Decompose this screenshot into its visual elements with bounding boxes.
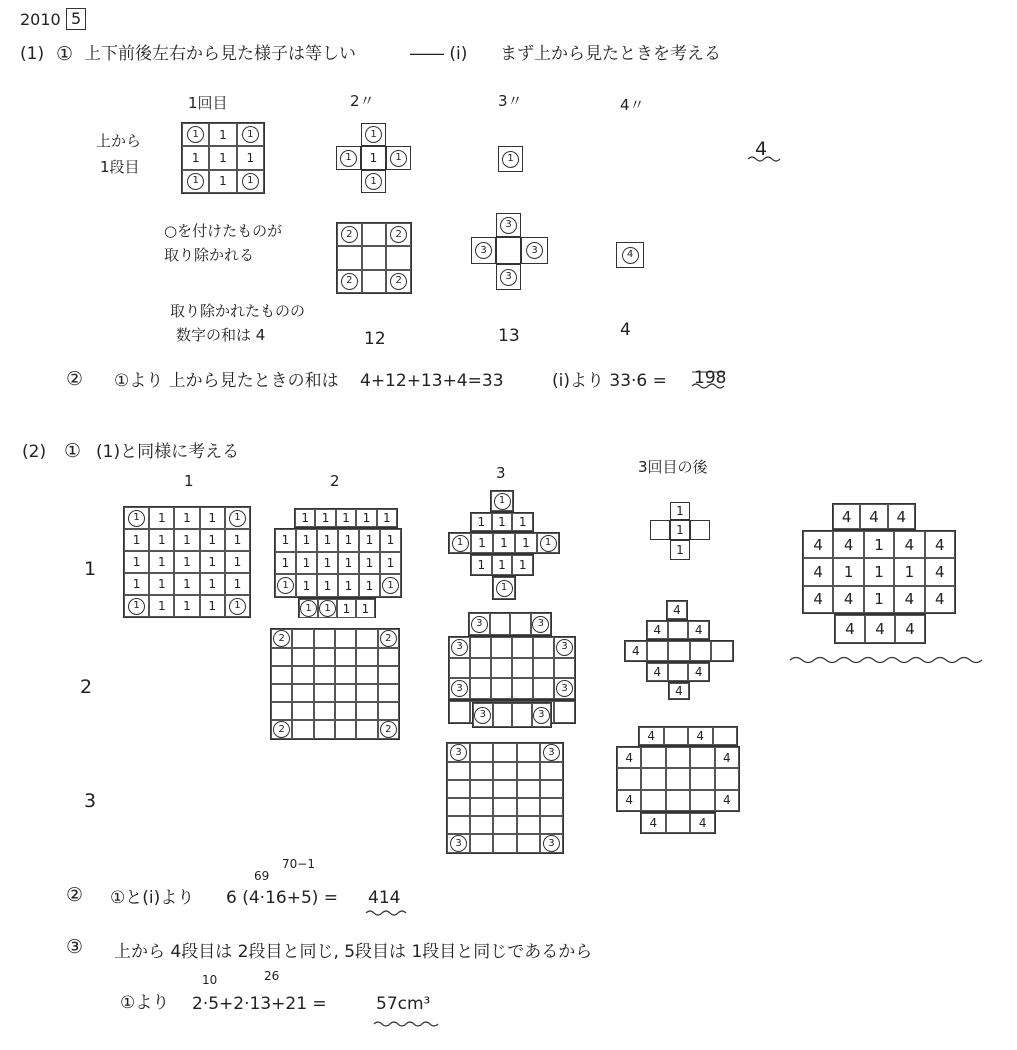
cell-1: 1 (149, 573, 174, 595)
circled-2: 2 (390, 226, 407, 243)
circled-1: 1 (540, 535, 557, 552)
cell-1: 1 (174, 529, 199, 551)
cell-1: 1 (317, 552, 338, 575)
side-answer: 4 (755, 138, 768, 160)
circled-1: 1 (300, 600, 317, 617)
plus-cell (471, 237, 496, 264)
plus-cell (521, 237, 548, 264)
q1-sub2-answer: 198 (694, 368, 727, 388)
col-head-2: 2〃 (350, 92, 375, 110)
plus-cell (496, 213, 521, 237)
row-label-1b: 1段目 (100, 158, 140, 176)
q1-label: (1) (20, 44, 45, 64)
cell-1: 1 (515, 533, 537, 553)
grid-p2-3-4-mid (616, 746, 740, 812)
grid-p2-2-3-foot (472, 702, 552, 728)
q2-sub3-text: 上から 4段目は 2段目と同じ, 5段目は 1段目と同じであるから (114, 942, 593, 962)
q1-sub2-text: ①より 上から見たときの和は (114, 371, 339, 391)
p2-col-head-4: 3回目の後 (638, 458, 708, 476)
sum-3: 13 (498, 326, 520, 346)
cell-1: 1 (200, 595, 225, 617)
cell-1: 1 (492, 555, 513, 575)
circled-2: 2 (273, 721, 290, 738)
cell-1: 1 (471, 555, 492, 575)
grid-p2-1-1 (123, 506, 251, 618)
cell-4: 4 (925, 586, 955, 613)
cell-1: 1 (833, 558, 863, 585)
cell-4: 4 (803, 586, 833, 613)
cell-4: 4 (647, 621, 668, 639)
cell-4: 4 (833, 531, 863, 558)
cell-4: 4 (690, 813, 715, 833)
row-label-3b: 数字の和は 4 (176, 326, 266, 344)
cell-1: 1 (237, 146, 264, 169)
cell-1: 1 (493, 533, 515, 553)
cell-1: 1 (337, 599, 356, 618)
cell-1: 1 (275, 529, 296, 552)
cell-1: 1 (356, 509, 376, 527)
plus-cell: 1 (361, 146, 386, 170)
circled-1: 1 (128, 598, 145, 615)
grid-p2-1-2-mid (274, 528, 402, 598)
p2-row-label-3: 3 (84, 790, 97, 812)
circled-3: 3 (474, 707, 491, 724)
grid-p2-2-4 (668, 682, 690, 700)
cell-1: 1 (380, 529, 401, 552)
cell-1: 1 (149, 507, 174, 529)
circled-2: 2 (273, 630, 290, 647)
cell-1: 1 (124, 551, 149, 573)
cell-4: 4 (803, 531, 833, 558)
grid-final-top (832, 503, 916, 530)
circled-1: 1 (242, 173, 259, 190)
q1-sub2-calc: 4+12+13+4=33 (360, 371, 504, 391)
cell-1: 1 (174, 507, 199, 529)
circled-1: 1 (365, 126, 382, 143)
cell-1: 1 (336, 509, 356, 527)
q1-sub1-dash: ―― (i) (410, 44, 468, 64)
row-label-1a: 上から (96, 132, 142, 150)
circled-3: 3 (471, 616, 488, 633)
single-cell (616, 242, 644, 268)
cell-1: 1 (200, 573, 225, 595)
cell-4: 4 (803, 558, 833, 585)
circled-3: 3 (543, 744, 560, 761)
grid-p2-2-4 (666, 600, 688, 620)
cell-1: 1 (864, 586, 894, 613)
grid-p2-2-3-top (468, 612, 552, 636)
sum-2: 12 (364, 329, 386, 349)
cell-1: 1 (317, 529, 338, 552)
circled-1: 1 (277, 577, 294, 594)
circled-3: 3 (526, 242, 543, 259)
circled-1: 1 (496, 580, 513, 597)
row-label-2a: ○を付けたものが (164, 222, 283, 240)
cell-1: 1 (225, 529, 250, 551)
cell-1: 1 (225, 551, 250, 573)
cell-4: 4 (925, 558, 955, 585)
grid-p2-3-3 (446, 742, 564, 854)
p2-col-head-3: 3 (496, 464, 506, 482)
circled-1: 1 (319, 600, 336, 617)
q1-sub2-ref: (i)より 33·6 = (552, 371, 667, 391)
grid-p2-1-2-bottom (298, 598, 376, 618)
q1-sub1-hint: まず上から見たときを考える (500, 44, 721, 64)
small-plus-cell: 1 (670, 520, 690, 540)
q1-sub1-label: ① (56, 43, 74, 65)
q2-sub3-ref: ①より (120, 993, 170, 1013)
cell-4: 4 (894, 586, 924, 613)
grid-p2-2-2 (270, 628, 400, 740)
q1-sub2-label: ② (66, 368, 84, 390)
cell-1: 1 (149, 595, 174, 617)
cell-1: 1 (359, 529, 380, 552)
plus-cell (496, 237, 521, 264)
cell-1: 1 (338, 574, 359, 597)
cell-4: 4 (647, 663, 668, 681)
cell-4: 4 (641, 813, 666, 833)
cell-1: 1 (174, 551, 199, 573)
cell-1: 1 (315, 509, 335, 527)
grid-p2-3-4-top (638, 726, 738, 746)
cell-4: 4 (639, 727, 664, 745)
plus-cell (386, 146, 411, 170)
cell-1: 1 (338, 552, 359, 575)
cell-1: 1 (864, 558, 894, 585)
circled-2: 2 (380, 630, 397, 647)
p2-row-label-2: 2 (80, 676, 93, 698)
circled-2: 2 (380, 721, 397, 738)
grid-p2-2-4 (624, 640, 734, 662)
grid-p2-2-4 (646, 620, 710, 640)
cell-1: 1 (200, 507, 225, 529)
circled-3: 3 (500, 269, 517, 286)
cell-1: 1 (894, 558, 924, 585)
cell-1: 1 (182, 146, 209, 169)
grid-p2-2-3-mid (448, 636, 576, 700)
col-head-1: 1回目 (188, 94, 228, 112)
cell-1: 1 (295, 509, 315, 527)
grid-final-bottom (834, 614, 926, 644)
cell-1: 1 (209, 146, 236, 169)
cell-1: 1 (200, 529, 225, 551)
q2-sub2-note2: 69 (254, 869, 270, 883)
circled-1: 1 (340, 150, 357, 167)
cell-1: 1 (225, 573, 250, 595)
cell-1: 1 (124, 573, 149, 595)
grid-p2-1-3-mid (448, 532, 560, 554)
q1-sub1-text: 上下前後左右から見た様子は等しい (84, 44, 356, 64)
cell-1: 1 (512, 555, 533, 575)
problem-number-box: 5 (66, 8, 86, 30)
q2-sub2-text: ①と(i)より (110, 888, 195, 908)
row-label-2b: 取り除かれる (164, 246, 255, 264)
grid-final-mid (802, 530, 956, 614)
cell-4: 4 (688, 621, 709, 639)
circled-3: 3 (556, 639, 573, 656)
small-plus-cell: 1 (670, 540, 690, 560)
cell-4: 4 (688, 663, 709, 681)
cell-1: 1 (377, 509, 397, 527)
cell-1: 1 (296, 552, 317, 575)
q2-sub3-label: ③ (66, 936, 84, 958)
small-plus-cell (650, 520, 670, 540)
small-plus-cell: 1 (670, 502, 690, 520)
circled-1: 1 (229, 510, 246, 527)
p2-row-label-1: 1 (84, 558, 97, 580)
plus-cell (336, 146, 361, 170)
cell-1: 1 (356, 599, 375, 618)
circled-1: 1 (187, 173, 204, 190)
cell-4: 4 (688, 727, 713, 745)
circled-1: 1 (365, 173, 382, 190)
q2-sub3-note1: 10 (202, 973, 218, 987)
circled-3: 3 (475, 242, 492, 259)
circled-1: 1 (452, 535, 469, 552)
grid-p1-first (181, 122, 265, 194)
cell-1: 1 (149, 529, 174, 551)
cell-4: 4 (865, 615, 895, 643)
cell-1: 1 (275, 552, 296, 575)
cell-4: 4 (669, 683, 689, 699)
circled-3: 3 (556, 680, 573, 697)
grid-p2-1-3-bottom (492, 576, 516, 600)
p2-col-head-1: 1 (184, 472, 194, 490)
cell-1: 1 (209, 123, 236, 146)
circled-3: 3 (532, 616, 549, 633)
circled-1: 1 (229, 598, 246, 615)
q2-sub2-label: ② (66, 884, 84, 906)
cell-1: 1 (471, 513, 492, 531)
sum-4: 4 (620, 320, 631, 340)
cell-4: 4 (667, 601, 687, 619)
q2-label: (2) (22, 442, 47, 462)
cell-4: 4 (715, 790, 739, 811)
cell-4: 4 (888, 504, 915, 529)
cell-4: 4 (860, 504, 887, 529)
circled-2: 2 (390, 273, 407, 290)
cell-1: 1 (359, 552, 380, 575)
cell-4: 4 (894, 531, 924, 558)
cell-1: 1 (492, 513, 513, 531)
grid-p1-second-removed (336, 222, 412, 294)
cell-1: 1 (296, 574, 317, 597)
plus-cell (361, 170, 386, 193)
q2-sub2-calc: 6 (4·16+5) = (226, 888, 339, 908)
circled-1: 1 (128, 510, 145, 527)
circled-1: 1 (502, 151, 519, 168)
q2-sub3-note2: 26 (264, 969, 280, 983)
cell-1: 1 (149, 551, 174, 573)
cell-1: 1 (174, 595, 199, 617)
circled-3: 3 (451, 639, 468, 656)
cell-4: 4 (625, 641, 647, 661)
circled-3: 3 (533, 707, 550, 724)
row-label-3a: 取り除かれたものの (170, 302, 306, 320)
q2-sub1-text: (1)と同様に考える (96, 442, 240, 462)
cell-1: 1 (174, 573, 199, 595)
grid-p2-1-2-top (294, 508, 398, 528)
circled-4: 4 (622, 247, 639, 264)
cell-1: 1 (512, 513, 533, 531)
circled-2: 2 (341, 273, 358, 290)
plus-cell (496, 264, 521, 290)
p2-col-head-2: 2 (330, 472, 340, 490)
plus-cell (361, 123, 386, 146)
circled-3: 3 (450, 835, 467, 852)
q2-sub2-answer: 414 (368, 888, 401, 908)
q2-sub1-label: ① (64, 440, 82, 462)
circled-3: 3 (451, 680, 468, 697)
circled-3: 3 (450, 744, 467, 761)
q2-sub3-calc: 2·5+2·13+21 = (192, 994, 327, 1014)
grid-p2-1-3-top (490, 490, 514, 512)
circled-2: 2 (341, 226, 358, 243)
col-head-4: 4〃 (620, 96, 645, 114)
cell-4: 4 (617, 790, 641, 811)
cell-1: 1 (864, 531, 894, 558)
cell-1: 1 (338, 529, 359, 552)
cell-4: 4 (617, 747, 641, 768)
cell-4: 4 (835, 615, 865, 643)
circled-1: 1 (382, 577, 399, 594)
cell-1: 1 (380, 552, 401, 575)
cell-4: 4 (895, 615, 925, 643)
cell-1: 1 (359, 574, 380, 597)
q2-sub2-note: 70−1 (282, 857, 315, 871)
cell-1: 1 (471, 533, 493, 553)
circled-1: 1 (187, 126, 204, 143)
year-label: 2010 (20, 10, 61, 29)
circled-3: 3 (543, 835, 560, 852)
cell-1: 1 (296, 529, 317, 552)
circled-1: 1 (494, 493, 511, 510)
cell-4: 4 (833, 504, 860, 529)
cell-1: 1 (209, 170, 236, 193)
circled-1: 1 (242, 126, 259, 143)
circled-3: 3 (500, 217, 517, 234)
grid-p2-1-3-row (470, 512, 534, 532)
grid-p2-3-4-bottom (640, 812, 716, 834)
cell-1: 1 (124, 529, 149, 551)
grid-p2-1-3-row (470, 554, 534, 576)
circled-1: 1 (390, 150, 407, 167)
single-cell (498, 146, 523, 172)
grid-p2-2-4 (646, 662, 710, 682)
col-head-3: 3〃 (498, 92, 523, 110)
cell-4: 4 (833, 586, 863, 613)
cell-4: 4 (925, 531, 955, 558)
q2-sub3-answer: 57cm³ (376, 994, 431, 1014)
cell-1: 1 (200, 551, 225, 573)
small-plus-cell (690, 520, 710, 540)
cell-4: 4 (715, 747, 739, 768)
cell-1: 1 (317, 574, 338, 597)
